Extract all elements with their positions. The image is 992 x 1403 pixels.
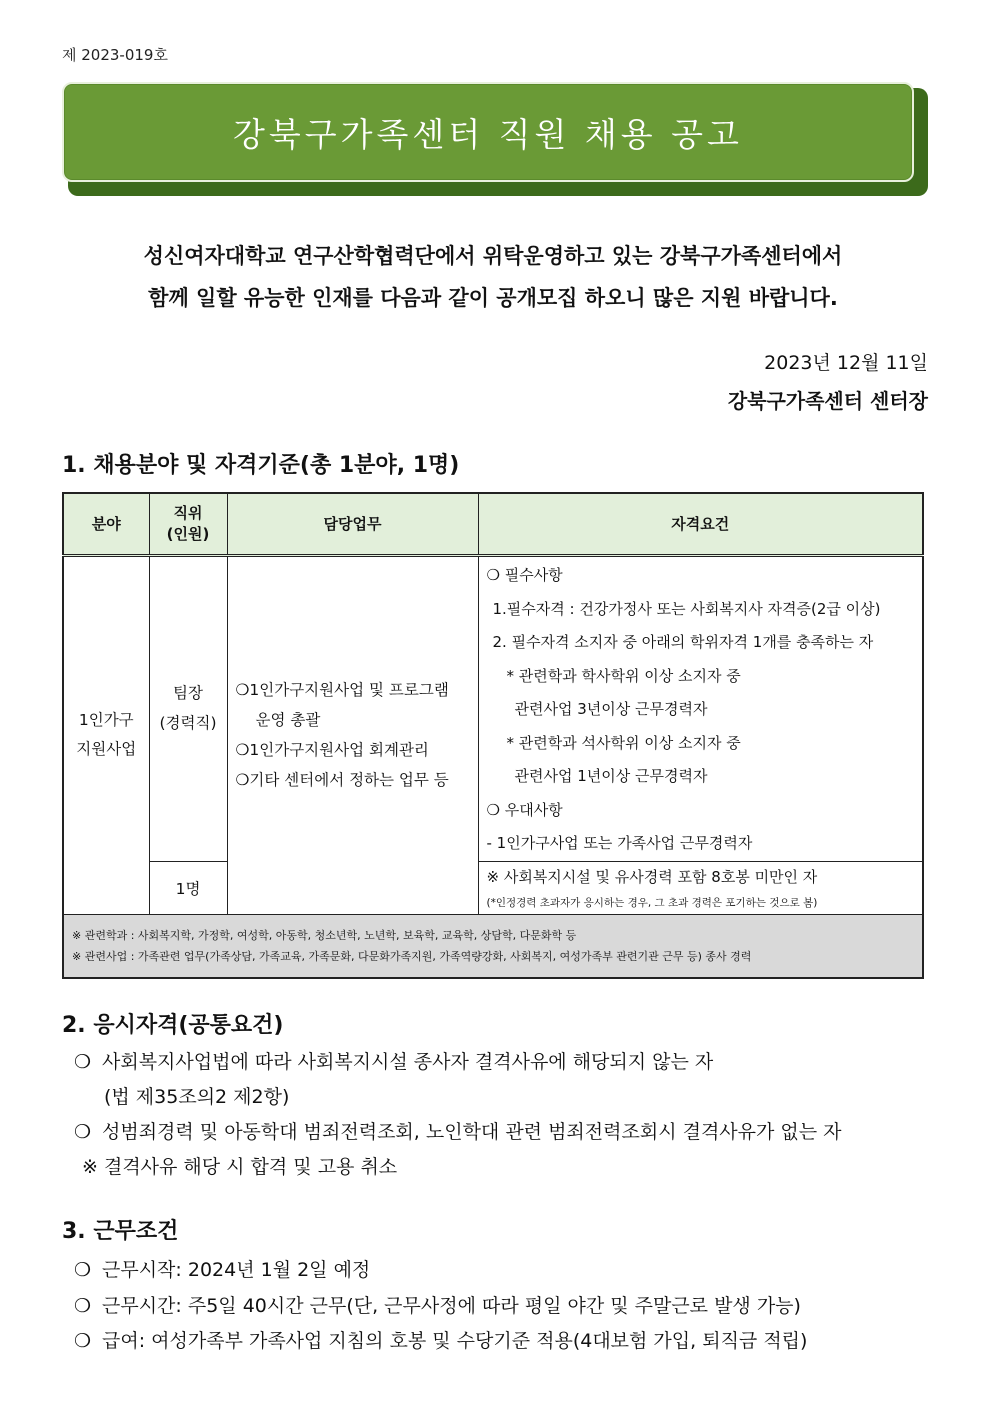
- requirement-item: ❍ 필수사항: [486, 566, 563, 584]
- bullet-icon: ❍: [74, 1051, 92, 1073]
- table-header-row: [63, 493, 923, 556]
- list-item: ❍ 사회복지사업법에 따라 사회복지시설 종사자 결격사유에 해당되지 않는 자: [74, 1051, 714, 1073]
- note-related-majors: ※ 관련학과 : 사회복지학, 가정학, 여성학, 아동학, 청소년학, 노년학, 보육학, 교육학, 상담학, 다문화학 등: [72, 928, 577, 942]
- title-banner: [62, 82, 924, 192]
- duties-cell: [227, 556, 478, 915]
- duty-item: ❍1인가구지원사업 회계관리: [235, 741, 429, 760]
- list-item: ※ 결격사유 해당 시 합격 및 고용 취소: [82, 1156, 398, 1178]
- list-item: ❍ 근무시작: 2024년 1월 2일 예정: [74, 1259, 371, 1281]
- section-1-heading: 1. 채용분야 및 자격기준(총 1분야, 1명): [62, 453, 460, 478]
- document-number: 제 2023-019호: [62, 46, 168, 64]
- notes-cell: [63, 914, 923, 978]
- intro-line-2: 함께 일할 유능한 인재를 다음과 같이 공개모집 하오니 많은 지원 바랍니다.: [148, 286, 838, 310]
- bullet-icon: ❍: [74, 1121, 92, 1143]
- duty-item: ❍1인가구지원사업 및 프로그램: [235, 680, 449, 699]
- field-cell: 1인가구 지원사업: [63, 556, 149, 915]
- section-2-heading: 2. 응시자격(공통요건): [62, 1013, 284, 1038]
- requirement-item: * 관련학과 학사학위 이상 소지자 중: [506, 666, 741, 685]
- requirement-extra: ※ 사회복지시설 및 유사경력 포함 8호봉 미만인 자: [486, 867, 818, 886]
- header-requirements: 자격요건: [478, 493, 923, 556]
- section-3-heading: 3. 근무조건: [62, 1219, 179, 1244]
- list-item: ❍ 성범죄경력 및 아동학대 범죄전력조회, 노인학대 관련 범죄전력조회시 결격사유가 없는 자: [74, 1121, 842, 1143]
- requirement-note: (*인정경력 초과자가 응시하는 경우, 그 초과 경력은 포기하는 것으로 봄): [486, 896, 818, 909]
- bullet-icon: ❍: [74, 1330, 92, 1352]
- requirement-extra-cell: [478, 861, 923, 914]
- recruitment-table: [62, 492, 924, 979]
- header-field: 분야: [63, 493, 149, 556]
- table-row: [63, 861, 923, 914]
- list-item: ❍ 급여: 여성가족부 가족사업 지침의 호봉 및 수당기준 적용(4대보험 가입, 퇴직금 적립): [74, 1330, 808, 1352]
- requirement-item: ❍ 우대사항: [486, 800, 563, 819]
- requirement-item: * 관련학과 석사학위 이상 소지자 중: [506, 733, 741, 752]
- notes-row: [63, 914, 923, 978]
- duty-item: 운영 총괄: [255, 711, 321, 730]
- count-cell: 1명: [149, 861, 227, 914]
- requirements-cell: [478, 556, 923, 862]
- title-banner-box: [62, 82, 914, 182]
- duty-item: ❍기타 센터에서 정하는 업무 등: [235, 771, 449, 790]
- note-related-work: ※ 관련사업 : 가족관련 업무(가족상담, 가족교육, 가족문화, 다문화가족지원, 가족역량강화, 사회복지, 여성가족부 관련기관 근무 등) 종사 경력: [72, 949, 752, 963]
- bullet-icon: ❍: [74, 1295, 92, 1317]
- requirement-item: - 1인가구사업 또는 가족사업 근무경력자: [486, 834, 753, 852]
- position-cell: 팀장 (경력직): [149, 556, 227, 862]
- page-title: 강북구가족센터 직원 채용 공고: [233, 114, 743, 154]
- requirement-item: 2. 필수자격 소지자 중 아래의 학위자격 1개를 충족하는 자: [492, 633, 874, 651]
- list-item: ❍ 근무시간: 주5일 40시간 근무(단, 근무사정에 따라 평일 야간 및 주말근로 발생 가능): [74, 1295, 801, 1317]
- table-row: [63, 556, 923, 862]
- bullet-icon: ❍: [74, 1259, 92, 1281]
- header-position: 직위 (인원): [149, 493, 227, 556]
- requirement-item: 관련사업 3년이상 근무경력자: [514, 700, 708, 718]
- signer: 강북구가족센터 센터장: [727, 389, 928, 413]
- header-duties: 담당업무: [227, 493, 478, 556]
- announcement-date: 2023년 12월 11일: [764, 352, 928, 374]
- requirement-item: 관련사업 1년이상 근무경력자: [514, 767, 708, 785]
- list-item: (법 제35조의2 제2항): [104, 1086, 290, 1108]
- requirement-item: 1.필수자격 : 건강가정사 또는 사회복지사 자격증(2급 이상): [492, 599, 881, 618]
- intro-line-1: 성신여자대학교 연구산학협력단에서 위탁운영하고 있는 강북구가족센터에서: [143, 244, 843, 268]
